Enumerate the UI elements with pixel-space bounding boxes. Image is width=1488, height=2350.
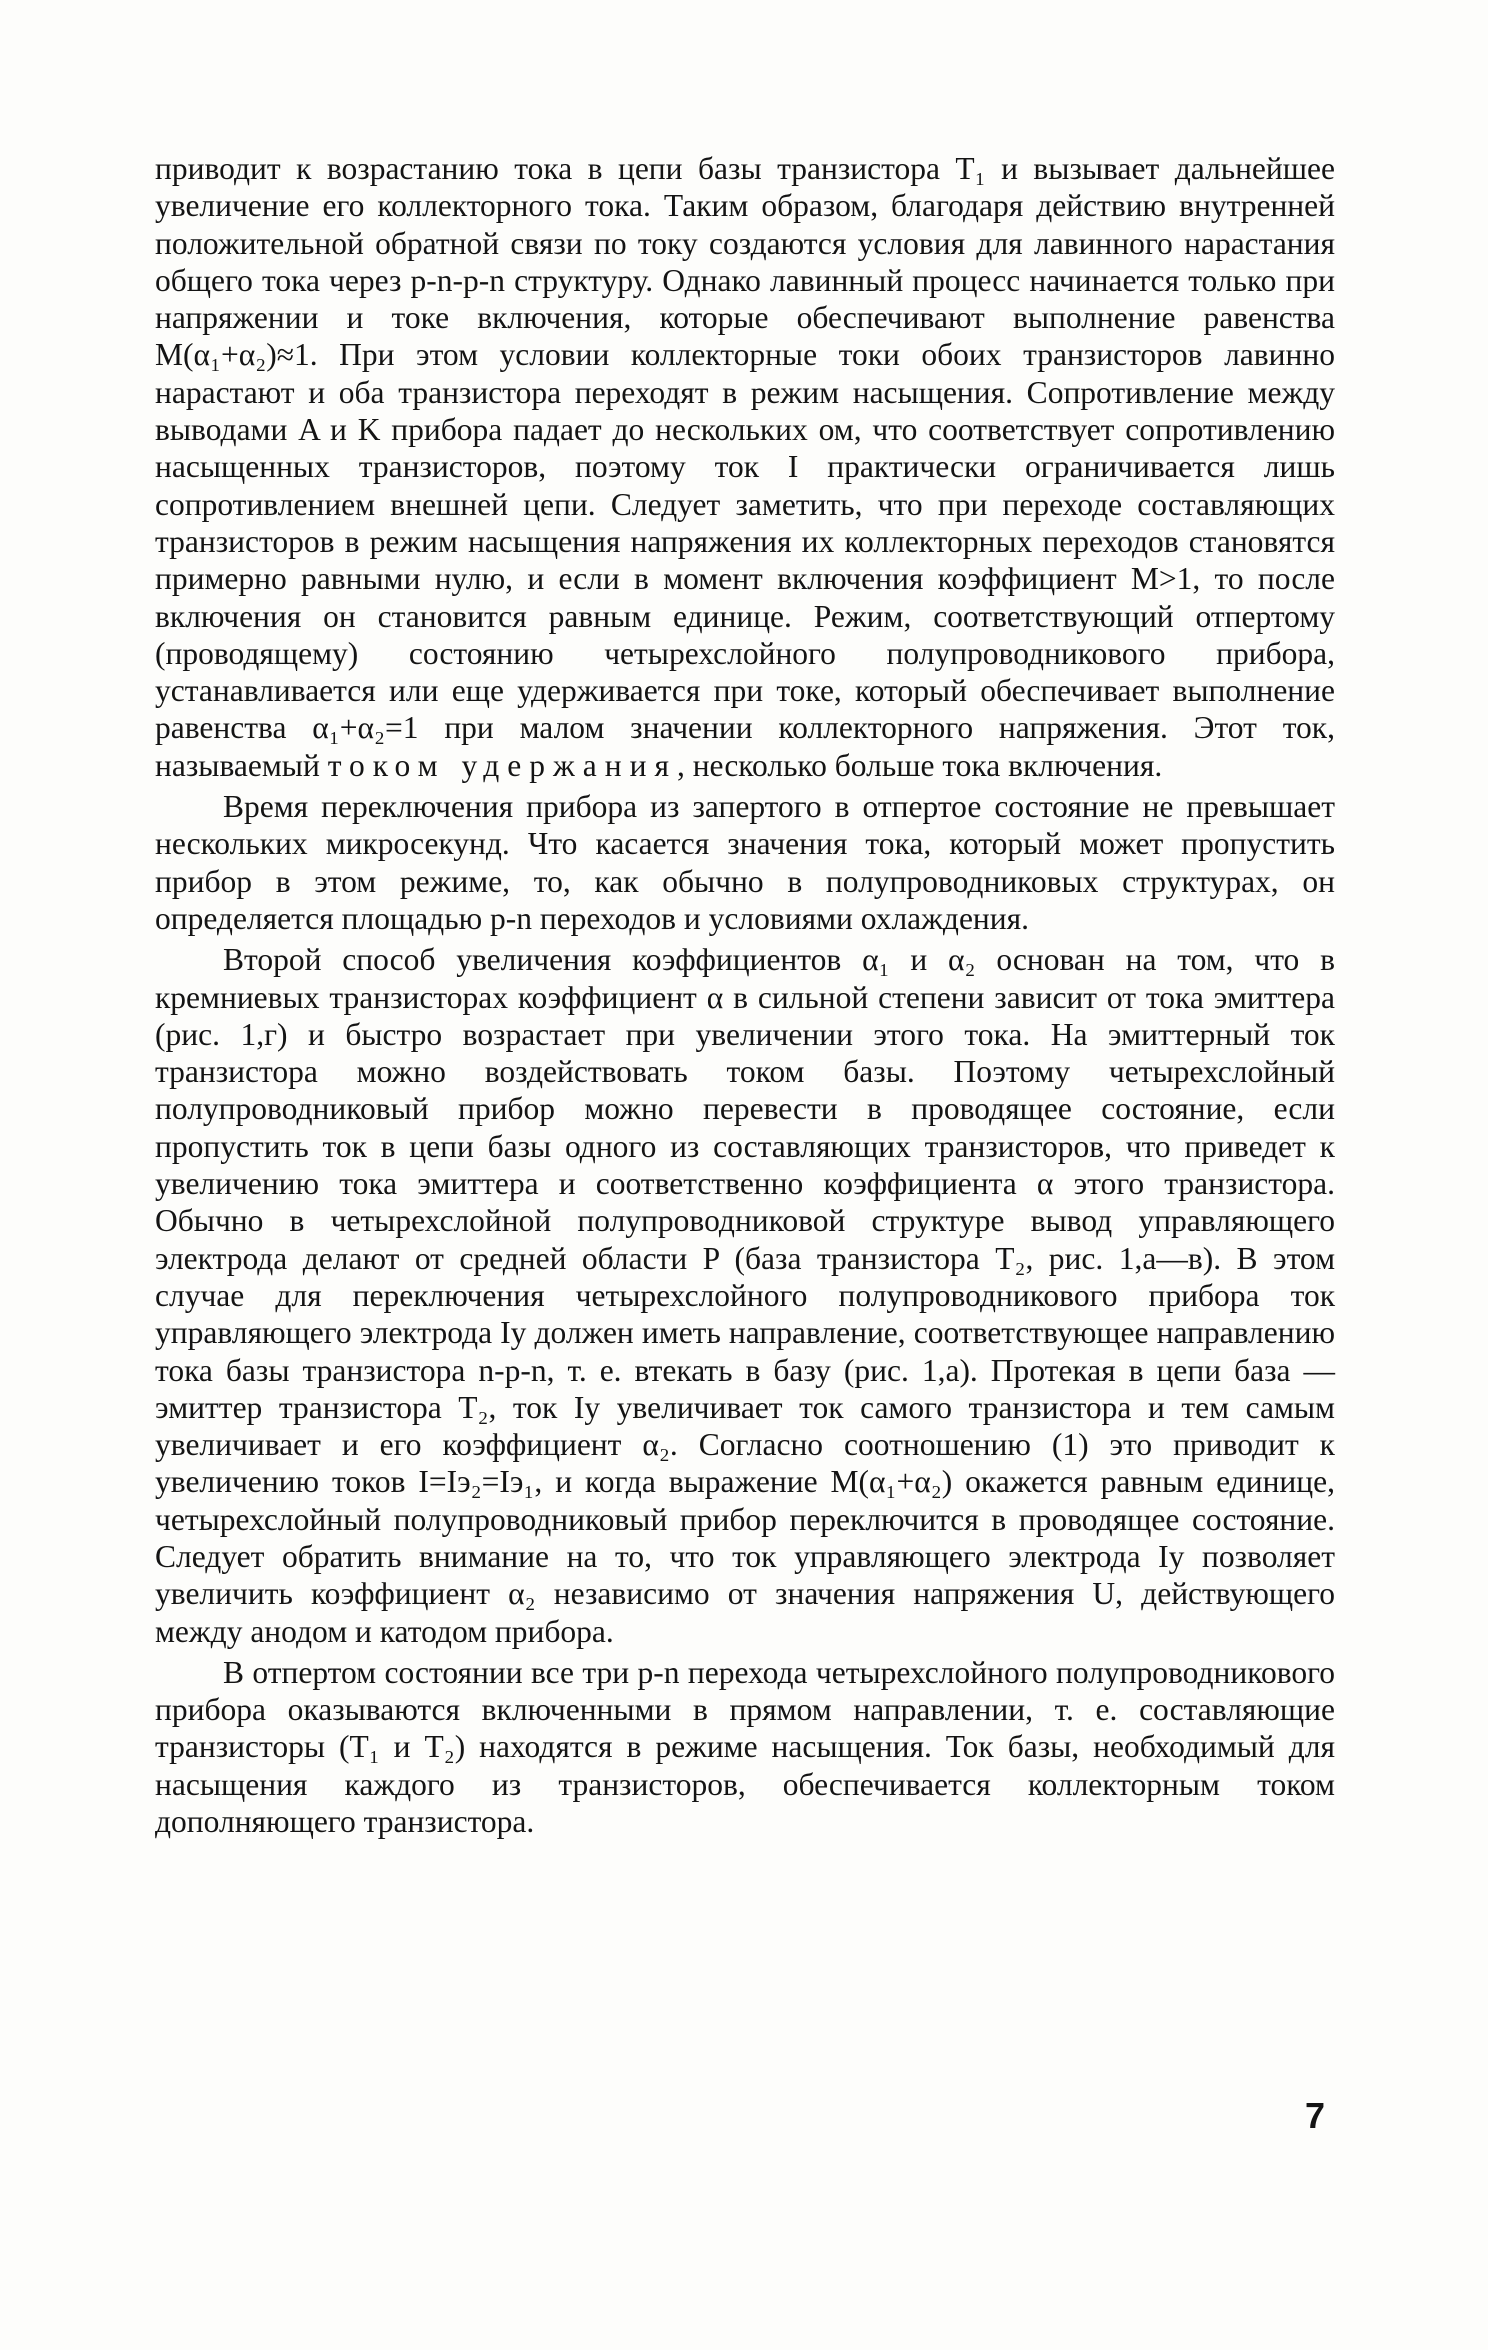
body-text [155,150,1335,1840]
paragraph-1 [155,150,1335,784]
page-number: 7 [1305,2095,1326,2136]
paragraph-4: В отпертом состоянии все три p-n перехода четырехслойного полупроводникового прибора оказываются включенными в прямом направлении, т. е. составляющие транзисторы (T₁ и T₂) находятся в режиме насыщения. Ток базы, необходимый для насыщения каждого из транзисторов, обеспечивается коллекторным током дополняющего транзистора. [155,1654,1335,1840]
paragraph-1-text-b: , несколько больше тока включения. [676,747,1163,783]
paragraph-2: Время переключения прибора из запертого в отпертое состояние не превышает нескольких микросекунд. Что касается значения тока, который может пропустить прибор в этом режиме, то, как обычно в полупроводниковых структурах, он определяется площадью p-n переходов и условиями охлаждения. [155,789,1335,936]
paragraph-3: Второй способ увеличения коэффициентов α₁ и α₂ основан на том, что в кремниевых транзисторах коэффициент α в сильной степени зависит от тока эмиттера (рис. 1,г) и быстро возрастает при увеличении этого тока. На эмиттерный ток транзистора можно воздействовать током базы. Поэтому четырехслойный полупроводниковый прибор можно перевести в проводящее состояние, если пропустить ток в цепи базы одного из составляющих транзисторов, что приведет к увеличению тока эмиттера и соответственно коэффициента α этого транзистора. Обычно в четырехслойной полупроводниковой структуре вывод управляющего электрода делают от средней области P (база транзистора T₂, рис. 1,а—в). В этом случае для переключения четырехслойного полупроводникового прибора ток управляющего электрода Iу должен иметь направление, соответствующее направлению тока базы транзистора n-p-n, т. е. втекать в базу (рис. 1,а). Протекая в цепи база — эмиттер транзистора T₂, ток Iу увеличивает ток самого транзистора и тем самым увеличивает и его коэффициент α₂. Согласно соотношению (1) это приводит к увеличению токов I=Iэ₂=Iэ₁, и когда выражение M(α₁+α₂) окажется равным единице, четырехслойный полупроводниковый прибор переключится в проводящее состояние. Следует обратить внимание на то, что ток управляющего электрода Iу позволяет увеличить коэффициент α₂ независимо от значения напряжения U, действующего между анодом и катодом прибора. [155,942,1335,1649]
paragraph-1-text-a: приводит к возрастанию тока в цепи базы транзистора T₁ и вызывает дальнейшее увеличение его коллекторного тока. Таким образом, благодаря действию внутренней положительной обратной связи по току создаются условия для лавинного нарастания общего тока через p-n-p-n структуру. Однако лавинный процесс начинается только при напряжении и токе включения, которые обеспечивают выполнение равенства M(α₁+α₂)≈1. При этом условии коллекторные токи обоих транзисторов лавинно нарастают и оба транзистора переходят в режим насыщения. Сопротивление между выводами A и K прибора падает до нескольких ом, что соответствует сопротивлению насыщенных транзисторов, поэтому ток I практически ограничивается лишь сопротивлением внешней цепи. Следует заметить, что при переходе составляющих транзисторов в режим насыщения напряжения их коллекторных переходов становятся примерно равными нулю, и если в момент включения коэффициент M>1, то после включения он становится равным единице. Режим, соответствующий отпертому (проводящему) состоянию четырехслойного полупроводникового прибора, устанавливается или еще удерживается при токе, который обеспечивает выполнение равенства α₁+α₂=1 при малом значении коллекторного напряжения. Этот ток, называемый [155,151,1335,783]
term-current-holding: током удержания [327,747,677,783]
